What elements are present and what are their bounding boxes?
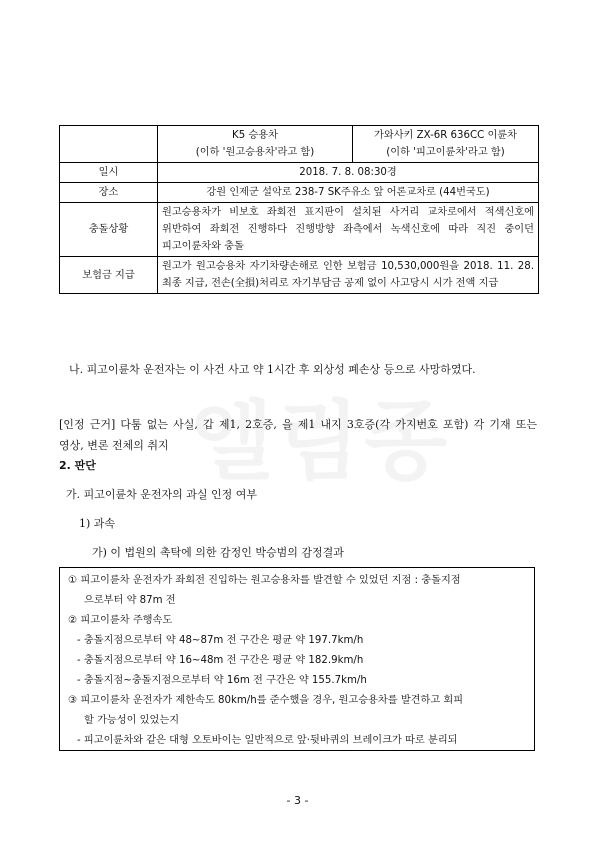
appraisal-line: - 충돌지점으로부터 약 16~48m 전 구간은 평균 약 182.9km/h: [77, 655, 364, 666]
row-label-collision: 충돌상황: [60, 203, 158, 257]
subheading-speeding: 1) 과속: [79, 517, 116, 530]
row-value-location: 강원 인제군 설악로 238-7 SK주유소 앞 어론교차로 (44번국도): [158, 183, 539, 203]
appraisal-line: - 충돌지점~충돌지점으로부터 약 16m 전 구간은 약 155.7km/h: [77, 675, 367, 686]
row-value-collision: 원고승용차가 비보호 좌회전 표지판이 설치된 사거리 교차로에서 적색신호에 위반하여 좌회전 진행하다 진행방향 좌측에서 녹색신호에 따라 직진 중이던 피고이륜차와 충돌: [158, 203, 539, 257]
table-row: [60, 163, 539, 183]
subheading-ga: 가. 피고이륜차 운전자의 과실 인정 여부: [66, 488, 257, 501]
appraisal-line: ① 피고이륜차 운전자가 좌회전 진입하는 원고승용차를 발견할 수 있었던 지점 : 충돌지점: [68, 575, 461, 586]
subheading-appraisal: 가) 이 법원의 촉탁에 의한 감정인 박승범의 감정결과: [92, 546, 344, 559]
row-label-insurance: 보험금 지급: [60, 257, 158, 294]
plaintiff-vehicle-header: [158, 126, 353, 163]
appraisal-line: - 충돌지점으로부터 약 48~87m 전 구간은 평균 약 197.7km/h: [77, 635, 364, 646]
appraisal-line: ② 피고이륜차 주행속도: [68, 615, 173, 626]
table-row: [60, 183, 539, 203]
defendant-vehicle-name: 가와사키 ZX-6R 636CC 이륜차: [374, 130, 517, 141]
incident-summary-table: [59, 125, 539, 294]
appraisal-line: ③ 피고이륜차 운전자가 제한속도 80km/h를 준수했을 경우, 원고승용차를 발견하고 회피: [68, 695, 464, 706]
table-row: [60, 257, 539, 294]
row-label-datetime: 일시: [60, 163, 158, 183]
table-header-row: [60, 126, 539, 163]
appraisal-line: 할 가능성이 있었는지: [84, 715, 180, 726]
plaintiff-vehicle-name: K5 승용차: [232, 130, 278, 141]
paragraph-na: 나. 피고이륜차 운전자는 이 사건 사고 약 1시간 후 외상성 폐손상 등으로 사망하였다.: [69, 363, 476, 376]
row-label-location: 장소: [60, 183, 158, 203]
defendant-vehicle-header: [353, 126, 539, 163]
page-number: - 3 -: [286, 794, 309, 807]
plaintiff-vehicle-alias: (이하 '원고승용차'라고 함): [195, 147, 315, 158]
section-heading-judgment: 2. 판단: [59, 459, 96, 472]
row-value-datetime: 2018. 7. 8. 08:30경: [158, 163, 539, 183]
table-row: [60, 203, 539, 257]
appraisal-line: 으로부터 약 87m 전: [84, 595, 176, 606]
defendant-vehicle-alias: (이하 '피고이륜차'라고 함): [386, 147, 505, 158]
appraisal-result-box: [59, 567, 535, 751]
table-corner-cell: [60, 126, 158, 163]
paragraph-evidence-basis: [인정 근거] 다툼 없는 사실, 갑 제1, 2호증, 을 제1 내지 3호증(각 가지번호 포함) 각 기재 또는 영상, 변론 전체의 취지: [59, 418, 537, 452]
appraisal-line: - 피고이륜차와 같은 대형 오토바이는 일반적으로 앞·뒷바퀴의 브레이크가 따로 분리되: [77, 735, 458, 746]
row-value-insurance: 원고가 원고승용차 자기차량손해로 인한 보험금 10,530,000원을 2018. 11. 28. 최종 지급, 전손(全損)처리로 자기부담금 공제 없이 사고당시 시가 전액 지급: [158, 257, 539, 294]
